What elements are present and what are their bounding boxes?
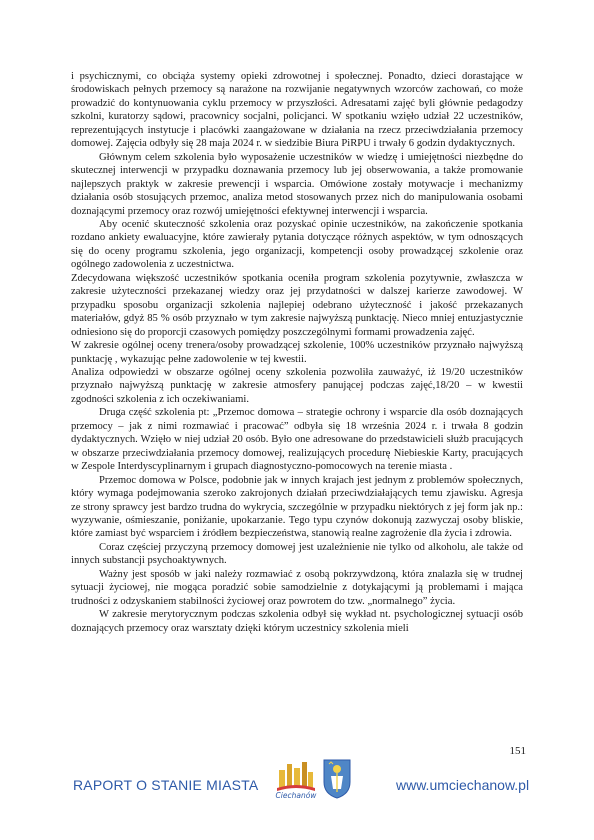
paragraph: W zakresie merytorycznym podczas szkolenia odbył się wykład nt. psychologicznej sytuacji osób doznających przemocy oraz warsztaty dzięki którym uczestnicy szkolenia mieli bbox=[71, 609, 523, 634]
paragraph: Zdecydowana większość uczestników spotkania oceniła program szkolenia pozytywnie, zwłaszcza w zakresie użyteczności przekazanej wiedzy oraz jej przydatności w dalszej karierze zawodowej. W przypadku sposobu organizacji szkolenia najlepiej odebrano użyteczność i jakość przekazanych materiałów, gdyż 85 % osób przyznało w tym zakresie najwyższą punktację. Nieco mniej entuzjastycznie odniesiono się do proporcji czasowych pomiędzy poszczególnymi formami prowadzenia zajęć. bbox=[71, 272, 523, 338]
coat-of-arms-icon bbox=[322, 756, 352, 800]
paragraph: Analiza odpowiedzi w obszarze ogólnej oceny szkolenia pozwoliła zauważyć, iż 19/20 uczestników przyznało najwyższą punktację w zakresie atmosfery panującej podczas zajęć,18/20 – w kwestii zgodności szkolenia z ich oczekiwaniami. bbox=[71, 366, 523, 405]
paragraph: W zakresie ogólnej oceny trenera/osoby prowadzącej szkolenie, 100% uczestników przyznało najwyższą punktację , wykazując pełne zadowolenie w tej kwestii. bbox=[71, 340, 523, 365]
page-number: 151 bbox=[509, 745, 526, 757]
paragraph: Aby ocenić skuteczność szkolenia oraz pozyskać opinie uczestników, na zakończenie spotkania rozdano ankiety ewaluacyjne, które zawierały pytania dotyczące różnych aspektów, w tym odnoszących się do oceny programu szkolenia, jego organizacji, kompetencji osoby prowadzącej szkolenie oraz ogólnego zadowolenia z uczestnictwa. bbox=[71, 218, 523, 271]
svg-text:Ciechanów: Ciechanów bbox=[275, 791, 317, 800]
paragraph: i psychicznymi, co obciąża systemy opieki zdrowotnej i społecznej. Ponadto, dzieci dorastające w środowiskach pełnych przemocy są narażone na rozwijanie negatywnych wzorców zachowań, co może prowadzić do kontynuowania cyklu przemocy w przyszłości. Adresatami zajęć byli głównie pedagodzy szkolni, kuratorzy sądowi, pracownicy socjalni, policjanci. W spotkaniu wzięło udział 22 uczestników, reprezentujących instytucje i placówki zaangażowane w działania na rzecz przeciwdziałania przemocy domowej. Zajęcia odbyły się 28 maja 2024 r. w siedzibie Biura PiRPU i trwały 6 godzin dydaktycznych. bbox=[71, 71, 523, 150]
paragraph: Coraz częściej przyczyną przemocy domowej jest uzależnienie nie tylko od alkoholu, ale także od innych substancji psychoaktywnych. bbox=[71, 541, 523, 567]
paragraph: Przemoc domowa w Polsce, podobnie jak w innych krajach jest jednym z problemów społecznych, który wymaga podejmowania szeroko zakrojonych działań przeciwdziałających temu zjawisku. Agresja ze strony sprawcy jest bardzo trudna do wykrycia, szczególnie w przypadku niektórych z jej form jak np.: wyzywanie, ośmieszanie, poniżanie, upokarzanie. Tego typu czynów dokonują zazwyczaj osoby bliskie, które zamiast być wsparciem i źródłem bezpieczeństwa, stanowią realne zagrożenie dla życia i zdrowia. bbox=[71, 474, 523, 540]
city-logo-icon bbox=[275, 758, 317, 800]
body-text bbox=[71, 70, 523, 635]
paragraph: Głównym celem szkolenia było wyposażenie uczestników w wiedzę i umiejętności niezbędne do skutecznej interwencji w przypadku doznawania przemocy lub jej obserwowania, a także promowanie najlepszych praktyk w zakresie prewencji i wsparcia. Omówione zostały motywacje i mechanizmy działania osób stosujących przemoc, analiza metod stosowanych przez nich do manipulowania osobami doznającymi przemocy oraz rozwój umiejętności efektywnej interwencji i wsparcia. bbox=[71, 151, 523, 217]
paragraph: Druga część szkolenia pt: „Przemoc domowa – strategie ochrony i wsparcie dla osób doznających przemocy – jak z nimi rozmawiać i pracować” odbyła się 18 września 2024 r. i trwała 8 godzin dydaktycznych. Wzięło w niej udział 20 osób. Było one adresowane do przedstawicieli służb pracujących w obszarze przeciwdziałania przemocy domowej, realizujących procedurę Niebieskie Karty, pracujących w Zespole Interdyscyplinarnym i grupach diagnostyczno-pomocowych na terenie miasta . bbox=[71, 407, 523, 473]
paragraph: Ważny jest sposób w jaki należy rozmawiać z osobą pokrzywdzoną, która znalazła się w trudnej sytuacji życiowej, nie mogąca poradzić sobie samodzielnie z dotykającymi ją problemami i mająca trudności z odzyskaniem stabilności życiowej oraz powrotem do tzw. „normalnego” życia. bbox=[71, 568, 523, 607]
footer-website-link[interactable]: www.umciechanow.pl bbox=[396, 777, 530, 793]
footer-report-title: RAPORT O STANIE MIASTA bbox=[73, 777, 259, 793]
